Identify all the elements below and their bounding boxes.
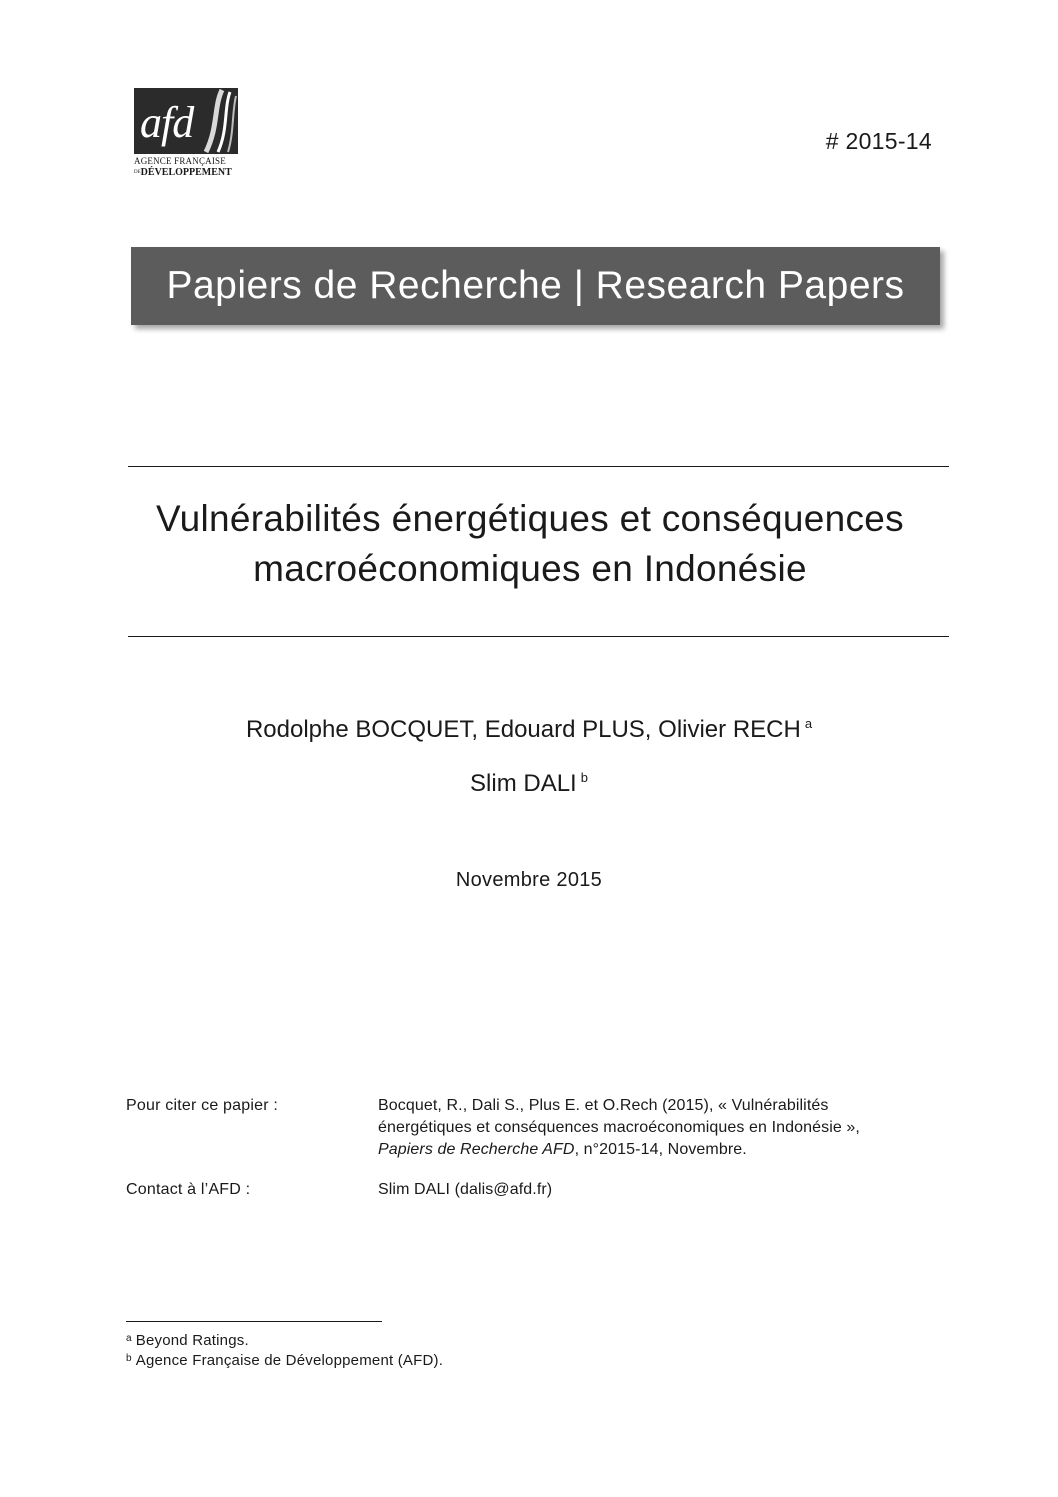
title-rule-bottom bbox=[128, 636, 949, 637]
affiliation-mark-a: a bbox=[804, 716, 813, 731]
afd-logo bbox=[134, 88, 240, 180]
paper-number: # 2015-14 bbox=[825, 128, 932, 154]
logo-agency-name-2 bbox=[134, 167, 232, 178]
citation-text bbox=[378, 1095, 938, 1161]
footnote-a-mark: a bbox=[126, 1333, 132, 1344]
paper-title-line-2: macroéconomiques en Indonésie bbox=[253, 548, 807, 589]
footnote-separator bbox=[126, 1321, 382, 1322]
authors-names-2: Slim DALI bbox=[470, 770, 577, 797]
paper-title-line-1: Vulnérabilités énergétiques et conséquences bbox=[156, 498, 904, 539]
logo-developpement: DÉVELOPPEMENT bbox=[140, 167, 232, 178]
authors-names-1: Rodolphe BOCQUET, Edouard PLUS, Olivier RECH bbox=[245, 716, 801, 743]
citation-line-1: Bocquet, R., Dali S., Plus E. et O.Rech (2015), « Vulnérabilités bbox=[378, 1097, 829, 1114]
footnote-a-text: Beyond Ratings. bbox=[135, 1332, 249, 1349]
logo-wordmark: afd bbox=[140, 98, 194, 147]
authors-line-2 bbox=[0, 770, 1058, 798]
title-rule-top bbox=[128, 466, 949, 467]
paper-title bbox=[128, 494, 932, 594]
footnote-a bbox=[126, 1332, 249, 1349]
logo-de-prefix: DE bbox=[134, 170, 141, 176]
footnote-b-mark: b bbox=[126, 1353, 132, 1364]
citation-line-3 bbox=[378, 1139, 938, 1161]
footnote-b-text: Agence Française de Développement (AFD). bbox=[135, 1352, 444, 1369]
series-banner: Papiers de Recherche | Research Papers bbox=[131, 247, 940, 325]
logo-mark bbox=[134, 88, 238, 154]
publication-date: Novembre 2015 bbox=[455, 869, 603, 891]
authors-line-1 bbox=[0, 716, 1058, 744]
citation-label: Pour citer ce papier : bbox=[126, 1097, 279, 1114]
logo-swoosh-icon bbox=[192, 88, 238, 154]
footnote-b bbox=[126, 1352, 443, 1369]
citation-series-title: Papiers de Recherche AFD bbox=[378, 1141, 575, 1158]
contact-value[interactable]: Slim DALI (dalis@afd.fr) bbox=[378, 1181, 553, 1198]
citation-line-3-rest: , n°2015-14, Novembre. bbox=[574, 1141, 747, 1158]
contact-label: Contact à l’AFD : bbox=[126, 1181, 251, 1198]
affiliation-mark-b: b bbox=[580, 770, 588, 785]
logo-agency-name: AGENCE FRANÇAISE bbox=[134, 156, 226, 166]
citation-line-2: énergétiques et conséquences macroéconomiques en Indonésie », bbox=[378, 1119, 860, 1136]
